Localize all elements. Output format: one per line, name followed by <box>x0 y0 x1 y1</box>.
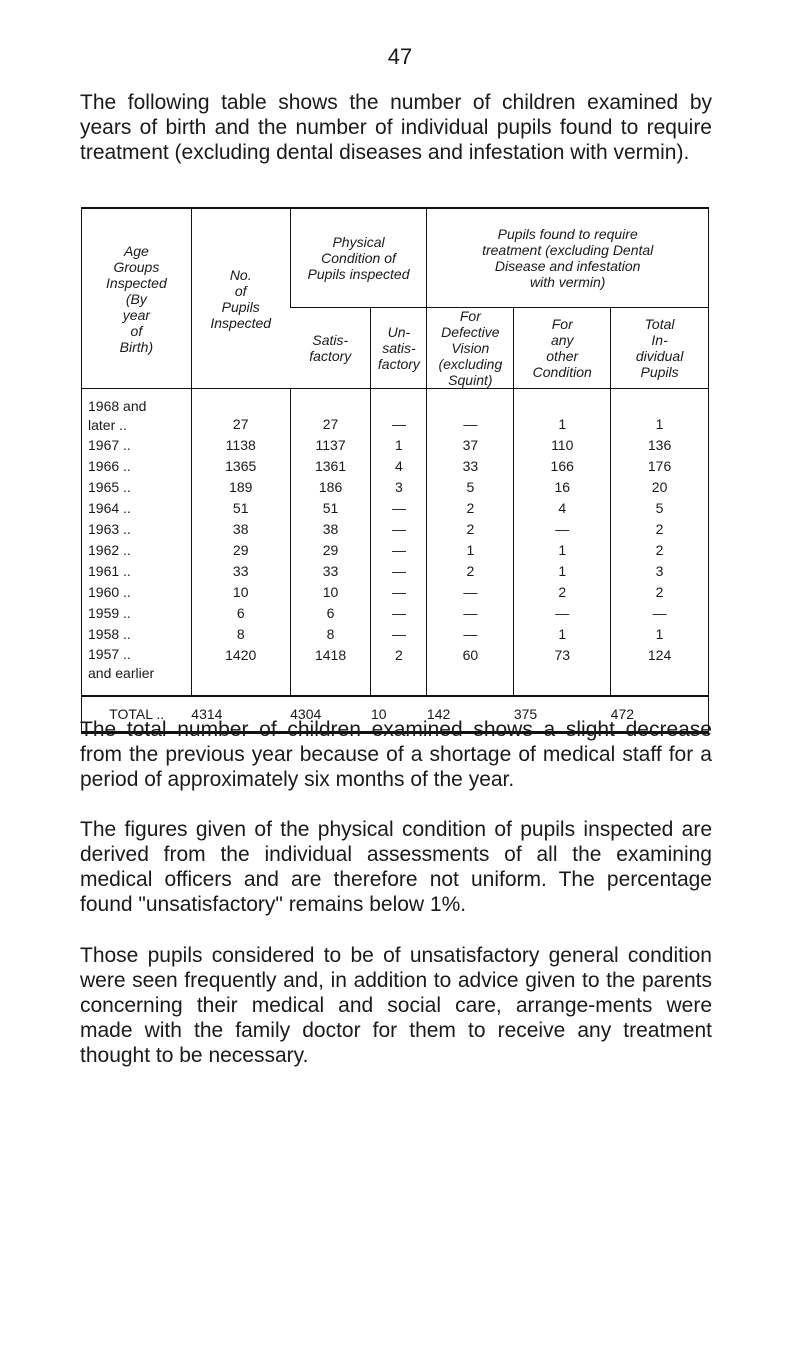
header-line: Condition of <box>321 250 396 266</box>
cell-vision: 37 <box>427 435 514 456</box>
cell-unsatisfactory: — <box>371 603 427 624</box>
header-line: treatment (excluding Dental <box>482 242 654 258</box>
paragraph-decrease: The total number of children examined shows a slight decrease from the previous year because of a shortage of medical staff for a period of approximately six months of the year. <box>80 718 712 791</box>
cell-inspected: 6 <box>191 603 290 624</box>
header-line: Squint) <box>448 372 493 388</box>
header-line: In- <box>651 332 668 348</box>
cell-satisfactory: 6 <box>290 603 371 624</box>
table-row <box>82 435 709 456</box>
header-treatment <box>427 208 709 308</box>
header-line: factory <box>309 348 352 364</box>
cell-inspected: 1365 <box>191 456 290 477</box>
header-line: factory <box>377 356 420 372</box>
cell-total: 3 <box>611 561 709 582</box>
header-defective-vision <box>427 308 514 389</box>
header-line: Un- <box>387 324 411 340</box>
table-row <box>82 456 709 477</box>
cell-vision: — <box>427 624 514 645</box>
header-line: Vision <box>451 340 490 356</box>
header-line: Pupils <box>640 364 679 380</box>
header-line: Inspected <box>106 274 167 291</box>
header-no-inspected <box>191 208 290 389</box>
row-label <box>82 645 192 696</box>
cell-other: — <box>514 519 611 540</box>
header-line: dividual <box>635 348 684 364</box>
row-label: 1967 .. <box>88 437 131 453</box>
header-line: Pupils <box>221 298 260 315</box>
cell-other: — <box>514 603 611 624</box>
header-line: Total <box>644 316 675 332</box>
cell-satisfactory: 186 <box>290 477 371 498</box>
cell-unsatisfactory: — <box>371 519 427 540</box>
header-line: year <box>122 306 151 323</box>
header-line: other <box>546 348 579 364</box>
cell-unsatisfactory: — <box>371 498 427 519</box>
page-number: 47 <box>387 44 413 69</box>
cell-inspected: 1420 <box>191 645 290 696</box>
total-individual: 472 <box>611 696 709 733</box>
header-unsatisfactory <box>371 308 427 389</box>
row-label <box>82 389 192 436</box>
row-label: 1966 .. <box>88 458 131 474</box>
header-line: For <box>459 308 481 324</box>
header-satisfactory <box>290 308 371 389</box>
cell-unsatisfactory: — <box>371 561 427 582</box>
table-row <box>82 645 709 696</box>
cell-satisfactory: 8 <box>290 624 371 645</box>
header-line: Disease and infestation <box>494 258 641 274</box>
total-inspected: 4314 <box>191 696 290 733</box>
row-label-line: later .. <box>88 417 127 433</box>
cell-unsatisfactory: 3 <box>371 477 427 498</box>
total-satisfactory: 4304 <box>290 696 371 733</box>
cell-vision: — <box>427 603 514 624</box>
cell-vision: 2 <box>427 561 514 582</box>
cell-inspected: 1138 <box>191 435 290 456</box>
cell-vision: 1 <box>427 540 514 561</box>
table-row <box>82 498 709 519</box>
cell-other: 166 <box>514 456 611 477</box>
header-line: Pupils found to require <box>497 226 638 242</box>
header-line: with vermin) <box>529 274 606 290</box>
cell-satisfactory: 1137 <box>290 435 371 456</box>
cell-satisfactory: 29 <box>290 540 371 561</box>
cell-satisfactory: 51 <box>290 498 371 519</box>
cell-other: 73 <box>514 645 611 696</box>
cell-unsatisfactory: — <box>371 540 427 561</box>
header-line: For <box>551 316 573 332</box>
table-row <box>82 582 709 603</box>
cell-unsatisfactory: 4 <box>371 456 427 477</box>
table-body <box>82 389 709 697</box>
cell-total: 2 <box>611 540 709 561</box>
total-vision: 142 <box>427 696 514 733</box>
row-label: 1963 .. <box>88 521 131 537</box>
cell-other: 1 <box>514 540 611 561</box>
header-other-condition <box>514 308 611 389</box>
cell-unsatisfactory: — <box>371 624 427 645</box>
header-line: of <box>130 322 143 339</box>
cell-inspected: 8 <box>191 624 290 645</box>
cell-vision: 2 <box>427 498 514 519</box>
cell-unsatisfactory: 2 <box>371 645 427 696</box>
table-row <box>82 603 709 624</box>
cell-inspected: 10 <box>191 582 290 603</box>
cell-total: 1 <box>611 389 709 436</box>
intro-paragraph: The following table shows the number of children examined by years of birth and the number of individual pupils found to require treatment (excluding dental diseases and infestation with vermin). <box>80 91 712 164</box>
row-label: 1958 .. <box>88 626 131 642</box>
cell-satisfactory: 38 <box>290 519 371 540</box>
table-row <box>82 389 709 436</box>
header-line: Birth) <box>119 338 154 355</box>
cell-total: — <box>611 603 709 624</box>
table-row <box>82 561 709 582</box>
cell-vision: 60 <box>427 645 514 696</box>
cell-other: 1 <box>514 561 611 582</box>
header-line: Pupils inspected <box>307 266 410 282</box>
cell-vision: — <box>427 389 514 436</box>
row-label-line: 1968 and <box>88 398 147 414</box>
cell-total: 136 <box>611 435 709 456</box>
header-line: Physical <box>332 234 385 250</box>
cell-total: 5 <box>611 498 709 519</box>
header-total-individual <box>611 308 709 389</box>
paragraph-unsatisfactory-pupils: Those pupils considered to be of unsatisfactory general condition were seen frequently and, in addition to advice given to the parents concerning their medical and social care, arrange-ments were made with the family doctor for them to receive any treatment thought to be necessary. <box>80 944 712 1067</box>
cell-satisfactory: 1361 <box>290 456 371 477</box>
cell-inspected: 189 <box>191 477 290 498</box>
cell-inspected: 33 <box>191 561 290 582</box>
cell-unsatisfactory: 1 <box>371 435 427 456</box>
cell-vision: 5 <box>427 477 514 498</box>
cell-unsatisfactory: — <box>371 389 427 436</box>
header-line: (excluding <box>438 356 503 372</box>
total-unsatisfactory: 10 <box>371 696 427 733</box>
row-label: 1962 .. <box>88 542 131 558</box>
cell-total: 176 <box>611 456 709 477</box>
cell-other: 110 <box>514 435 611 456</box>
header-line: No. <box>229 266 252 283</box>
cell-satisfactory: 1418 <box>290 645 371 696</box>
cell-total: 2 <box>611 519 709 540</box>
cell-total: 1 <box>611 624 709 645</box>
total-other: 375 <box>514 696 611 733</box>
header-physical-condition <box>290 208 427 308</box>
paragraph-physical-condition: The figures given of the physical condition of pupils inspected are derived from the individual assessments of all the examining medical officers and are therefore not uniform. The percentage found "unsatisfactory" remains below 1%. <box>80 818 712 916</box>
header-age-groups <box>82 208 192 389</box>
total-label: TOTAL .. <box>82 696 192 733</box>
header-line: Age <box>123 242 149 259</box>
row-label: 1964 .. <box>88 500 131 516</box>
cell-vision: — <box>427 582 514 603</box>
cell-other: 4 <box>514 498 611 519</box>
cell-satisfactory: 27 <box>290 389 371 436</box>
header-line: any <box>550 332 574 348</box>
row-label-line: and earlier <box>88 665 155 681</box>
row-label-line: 1957 .. <box>88 646 131 662</box>
header-line: satis- <box>382 340 416 356</box>
header-line: of <box>234 282 247 299</box>
header-line: Groups <box>113 258 160 275</box>
cell-total: 124 <box>611 645 709 696</box>
cell-other: 1 <box>514 389 611 436</box>
row-label: 1965 .. <box>88 479 131 495</box>
cell-inspected: 38 <box>191 519 290 540</box>
cell-other: 16 <box>514 477 611 498</box>
row-label: 1960 .. <box>88 584 131 600</box>
cell-vision: 33 <box>427 456 514 477</box>
cell-inspected: 27 <box>191 389 290 436</box>
cell-total: 2 <box>611 582 709 603</box>
cell-total: 20 <box>611 477 709 498</box>
cell-vision: 2 <box>427 519 514 540</box>
header-line: Satis- <box>312 332 349 348</box>
table-row <box>82 477 709 498</box>
header-line: Defective <box>441 324 500 340</box>
cell-other: 1 <box>514 624 611 645</box>
cell-inspected: 51 <box>191 498 290 519</box>
table-row <box>82 519 709 540</box>
header-line: Condition <box>532 364 592 380</box>
row-label: 1961 .. <box>88 563 131 579</box>
cell-inspected: 29 <box>191 540 290 561</box>
table-row <box>82 624 709 645</box>
cell-satisfactory: 10 <box>290 582 371 603</box>
header-line: Inspected <box>210 314 272 331</box>
cell-unsatisfactory: — <box>371 582 427 603</box>
table-row <box>82 540 709 561</box>
cell-other: 2 <box>514 582 611 603</box>
row-label: 1959 .. <box>88 605 131 621</box>
cell-satisfactory: 33 <box>290 561 371 582</box>
header-line: (By <box>125 290 147 307</box>
inspection-table <box>81 207 709 734</box>
